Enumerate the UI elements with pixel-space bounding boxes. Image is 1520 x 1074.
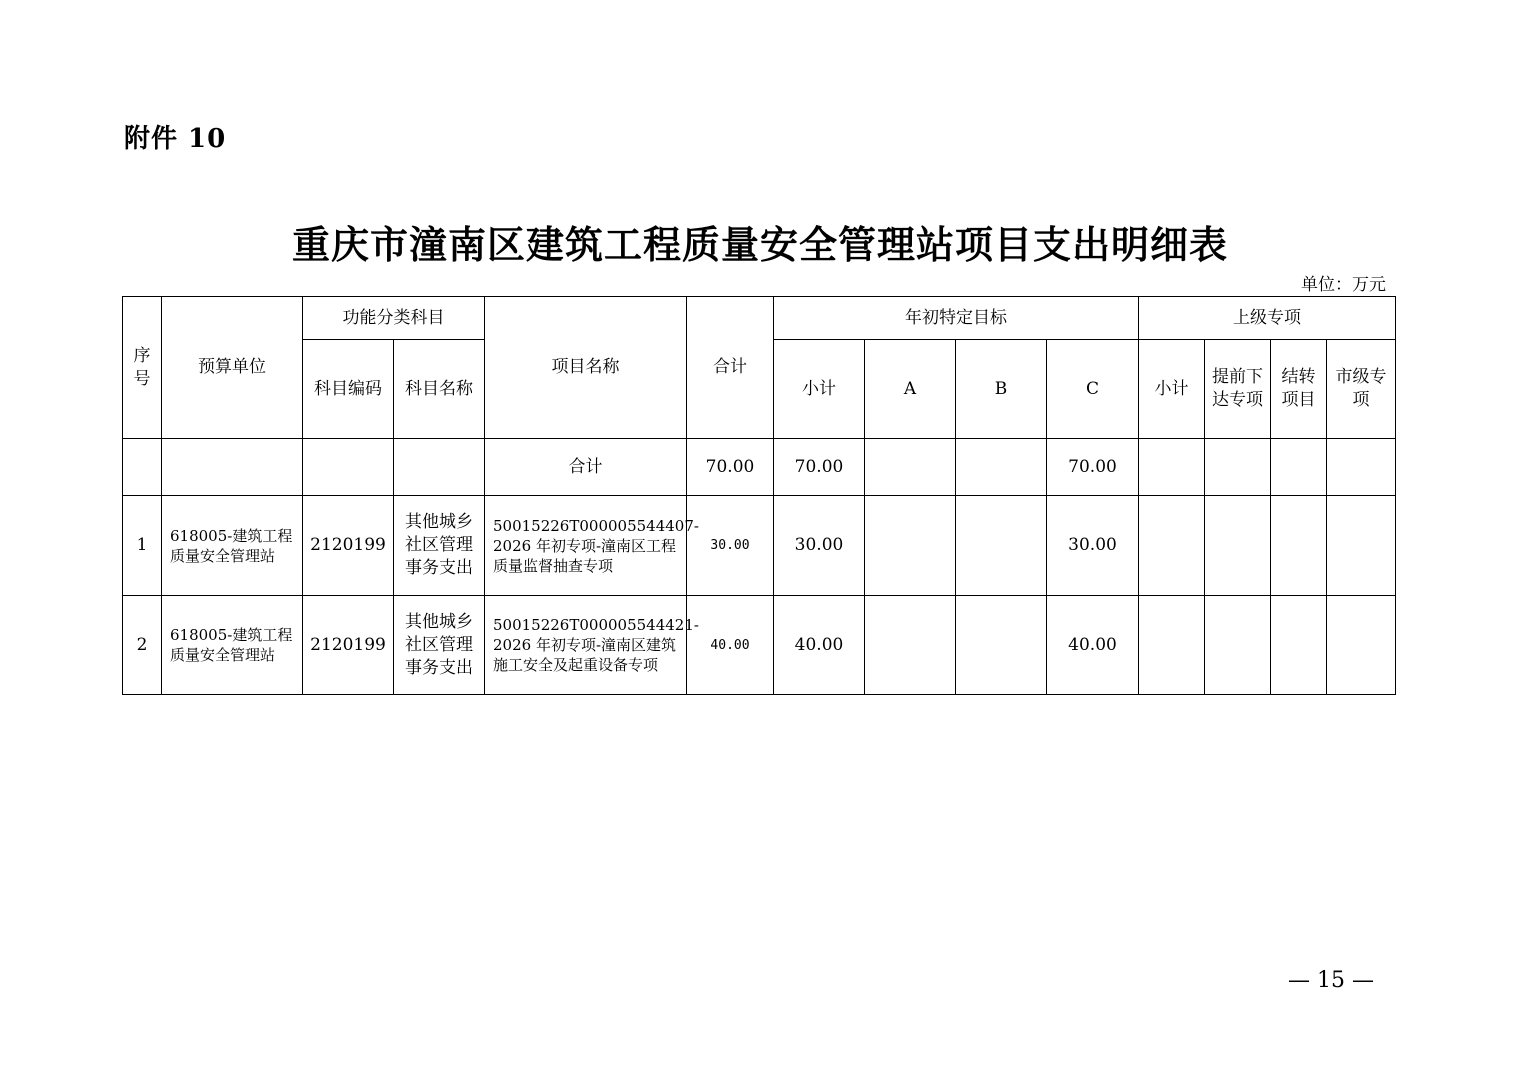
total-value: 70.00 bbox=[687, 439, 774, 496]
cell-empty bbox=[303, 439, 394, 496]
cell-empty bbox=[1271, 439, 1327, 496]
cell-empty bbox=[1139, 496, 1205, 596]
row-annual-subtotal: 30.00 bbox=[774, 496, 865, 596]
cell-empty bbox=[956, 496, 1047, 596]
total-row bbox=[123, 439, 1396, 496]
header-superior-subtotal: 小计 bbox=[1139, 340, 1205, 439]
cell-empty bbox=[1327, 596, 1396, 695]
header-annual-subtotal: 小计 bbox=[774, 340, 865, 439]
header-func-class: 功能分类科目 bbox=[303, 297, 485, 340]
total-annual-subtotal: 70.00 bbox=[774, 439, 865, 496]
row-subject-name: 其他城乡社区管理事务支出 bbox=[394, 496, 485, 596]
cell-empty bbox=[162, 439, 303, 496]
header-seq: 序号 bbox=[123, 297, 162, 439]
cell-empty bbox=[1205, 439, 1271, 496]
header-subject-name: 科目名称 bbox=[394, 340, 485, 439]
row-budget-unit: 618005-建筑工程质量安全管理站 bbox=[162, 596, 303, 695]
cell-empty bbox=[865, 596, 956, 695]
cell-empty bbox=[1327, 439, 1396, 496]
row-subject-name: 其他城乡社区管理事务支出 bbox=[394, 596, 485, 695]
header-col-c: C bbox=[1047, 340, 1139, 439]
header-carryover: 结转项目 bbox=[1271, 340, 1327, 439]
header-annual-target: 年初特定目标 bbox=[774, 297, 1139, 340]
table-row bbox=[123, 496, 1396, 596]
cell-empty bbox=[123, 439, 162, 496]
row-c: 30.00 bbox=[1047, 496, 1139, 596]
cell-empty bbox=[1139, 439, 1205, 496]
total-c: 70.00 bbox=[1047, 439, 1139, 496]
row-project-name: 50015226T000005544421-2026 年初专项-潼南区建筑施工安全及起重设备专项 bbox=[485, 596, 687, 695]
header-total: 合计 bbox=[687, 297, 774, 439]
row-annual-subtotal: 40.00 bbox=[774, 596, 865, 695]
header-advance: 提前下达专项 bbox=[1205, 340, 1271, 439]
table-row bbox=[123, 596, 1396, 695]
row-project-name: 50015226T000005544407-2026 年初专项-潼南区工程质量监督抽查专项 bbox=[485, 496, 687, 596]
row-seq: 1 bbox=[123, 496, 162, 596]
row-budget-unit: 618005-建筑工程质量安全管理站 bbox=[162, 496, 303, 596]
row-subject-code: 2120199 bbox=[303, 596, 394, 695]
cell-empty bbox=[1139, 596, 1205, 695]
unit-label: 单位：万元 bbox=[1301, 275, 1386, 295]
cell-empty bbox=[865, 496, 956, 596]
row-total: 30.00 bbox=[687, 496, 774, 596]
cell-empty bbox=[956, 596, 1047, 695]
page-number: — 15 — bbox=[1288, 968, 1374, 993]
cell-empty bbox=[865, 439, 956, 496]
total-label: 合计 bbox=[485, 439, 687, 496]
cell-empty bbox=[1271, 596, 1327, 695]
header-budget-unit: 预算单位 bbox=[162, 297, 303, 439]
expenditure-table bbox=[122, 296, 1396, 695]
header-project-name: 项目名称 bbox=[485, 297, 687, 439]
cell-empty bbox=[1205, 596, 1271, 695]
header-city: 市级专项 bbox=[1327, 340, 1396, 439]
page-title: 重庆市潼南区建筑工程质量安全管理站项目支出明细表 bbox=[291, 222, 1228, 267]
cell-empty bbox=[956, 439, 1047, 496]
cell-empty bbox=[394, 439, 485, 496]
cell-empty bbox=[1271, 496, 1327, 596]
header-superior: 上级专项 bbox=[1139, 297, 1396, 340]
row-total: 40.00 bbox=[687, 596, 774, 695]
row-seq: 2 bbox=[123, 596, 162, 695]
row-c: 40.00 bbox=[1047, 596, 1139, 695]
header-subject-code: 科目编码 bbox=[303, 340, 394, 439]
row-subject-code: 2120199 bbox=[303, 496, 394, 596]
attachment-label: 附件 10 bbox=[124, 124, 227, 154]
cell-empty bbox=[1205, 496, 1271, 596]
header-col-b: B bbox=[956, 340, 1047, 439]
header-col-a: A bbox=[865, 340, 956, 439]
cell-empty bbox=[1327, 496, 1396, 596]
